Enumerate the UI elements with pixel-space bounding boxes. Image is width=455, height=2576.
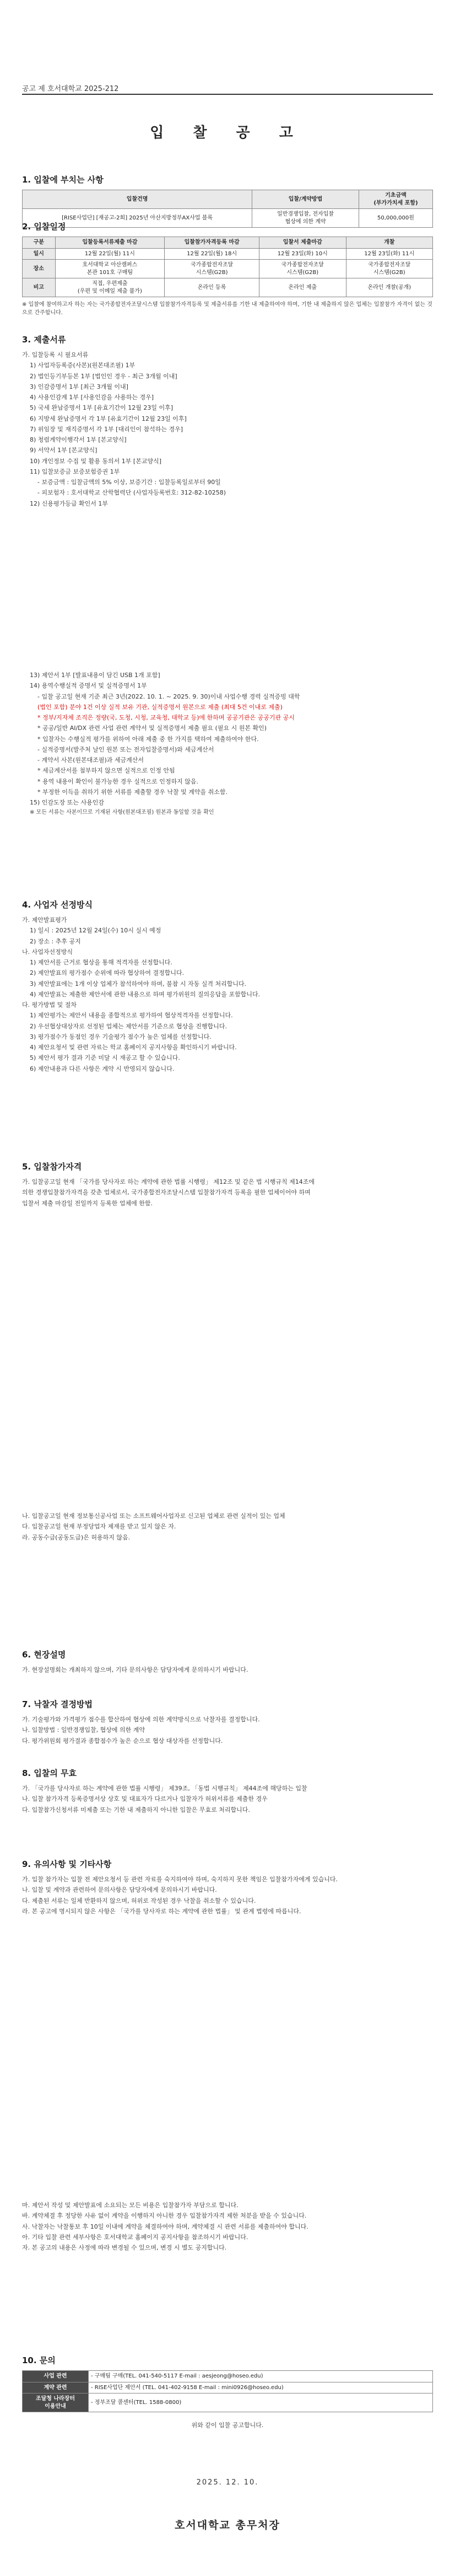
notes-list xyxy=(22,1874,433,1917)
table-cell: 12월 22일(월) 11시 xyxy=(55,248,165,260)
list-item: 4) 사용인감계 1부 [사용인감을 사용하는 경우] xyxy=(30,394,154,401)
table-cell: 일반경쟁입찰, 전자입찰 협상에 의한 계약 xyxy=(252,209,359,228)
contact-label: 계약 관련 xyxy=(23,2382,89,2393)
table-row xyxy=(23,2371,433,2382)
list-item: 1) 제안평가는 제안서 내용을 종합적으로 평가하여 협상적격자를 선정합니다. xyxy=(30,1012,233,1019)
list-item: 라. 본 공고에 명시되지 않은 사항은 「국가를 당사자로 하는 계약에 관한 법률」 및 관계 법령에 따릅니다. xyxy=(22,1907,301,1915)
list-item: 11) 입찰보증금 보증보험증권 1부 xyxy=(30,468,120,475)
contact-value: - RISE사업단 제안서 (TEL. 041-402-9158 E-mail : mini0926@hoseo.edu) xyxy=(89,2382,433,2393)
table-cell: 호서대학교 아산캠퍼스 본관 101호 구매팀 xyxy=(55,260,165,278)
list-item: 나. 입찰방법 : 일반경쟁입찰, 협상에 의한 계약 xyxy=(22,1726,145,1734)
invalid-bids-list xyxy=(22,1783,433,1815)
closing-statement: 위와 같이 입찰 공고합니다. xyxy=(191,2422,264,2429)
contact-label: 조달청 나라장터 이용안내 xyxy=(23,2393,89,2412)
table-header: 개찰 xyxy=(346,237,432,249)
section-eligibility xyxy=(22,1161,433,1209)
section-title: 2. 입찰일정 xyxy=(22,222,66,232)
list-item: 14) 용역수행실적 증명서 및 실적증명서 1부 xyxy=(30,682,147,690)
contact-value: - 정부조달 콜센터(TEL. 1588-0800) xyxy=(89,2393,433,2412)
list-item: 1) 일시 : 2025년 12월 24일(수) 10시 실시 예정 xyxy=(30,927,161,935)
table-cell: 온라인 개찰(공개) xyxy=(346,278,432,297)
contact-value: - 구매팀 구매(TEL. 041-540-5117 E-mail : aesjeong@hoseo.edu) xyxy=(89,2371,433,2382)
subsection-heading: 다. 평가방법 및 절차 xyxy=(22,1001,77,1008)
section-title: 6. 현장설명 xyxy=(22,1650,66,1660)
detail-line: * 부정한 이득을 취하기 위한 서류를 제출할 경우 낙찰 및 계약을 취소함. xyxy=(37,788,228,796)
table-cell: 12월 23일(화) 11시 xyxy=(346,248,432,260)
section-title: 7. 낙찰자 결정방법 xyxy=(22,1699,93,1709)
row-label: 장소 xyxy=(23,260,56,278)
table-cell: 국가종합전자조달 시스템(G2B) xyxy=(346,260,432,278)
award-method-list xyxy=(22,1714,433,1746)
section-bid-items xyxy=(22,174,433,228)
section-title: 4. 사업자 선정방식 xyxy=(22,900,93,910)
top-divider xyxy=(22,94,433,95)
list-sub-item: - 피보험자 : 호서대학교 산학협력단 (사업자등록번호: 312-82-10258) xyxy=(37,489,226,497)
list-item: 2) 법인등기부등본 1부 [법인인 경우 - 최근 3개월 이내] xyxy=(30,372,177,380)
list-item: 5) 제안서 평가 결과 기준 미달 시 재공고 할 수 있습니다. xyxy=(30,1054,180,1062)
list-item: 2) 우선협상대상자로 선정된 업체는 제안서를 기준으로 협상을 진행합니다. xyxy=(30,1022,228,1030)
list-item: 8) 청렴계약이행각서 1부 [본교양식] xyxy=(30,436,127,443)
list-item: 다. 입찰공고일 현재 부정당업자 제재를 받고 있지 않은 자. xyxy=(22,1523,176,1531)
list-item: 6) 제안내용과 다른 사항은 계약 시 반영되지 않습니다. xyxy=(30,1065,175,1072)
section-required-documents xyxy=(22,334,433,509)
table-cell: 국가종합전자조달 시스템(G2B) xyxy=(259,260,346,278)
notes-list-2 xyxy=(22,2200,433,2253)
table-header: 입찰/계약방법 xyxy=(252,190,359,209)
table-row xyxy=(23,260,433,278)
list-item: 2) 제안발표의 평가점수 순위에 따라 협상하여 결정합니다. xyxy=(30,969,185,977)
table-row xyxy=(23,2393,433,2412)
list-sub-item: - 보증금액 : 입찰금액의 5% 이상, 보증기간 : 입찰등록일로부터 90일 xyxy=(37,479,221,486)
section-notes xyxy=(22,1858,433,1917)
site-briefing-text: 가. 현장설명회는 개최하지 않으며, 기타 문의사항은 담당자에게 문의하시기 바랍니다. xyxy=(22,1666,248,1673)
required-documents-list xyxy=(22,350,433,509)
list-item: 나. 입찰 및 계약과 관련하여 문의사항은 담당자에게 문의하시기 바랍니다. xyxy=(22,1886,217,1894)
section-selection-method xyxy=(22,899,433,1074)
list-note: ※ 모든 서류는 사본이므로 기재된 사항(원본대조필) 원본과 동일할 것을 확인 xyxy=(30,809,214,816)
table-cell: 50,000,000원 xyxy=(359,209,432,228)
section-title: 1. 입찰에 부치는 사항 xyxy=(22,175,104,185)
row-label: 일시 xyxy=(23,248,56,260)
eligibility-list-2 xyxy=(22,1511,433,1543)
list-item: 가. 입찰공고일 현재 「국가를 당사자로 하는 계약에 관한 법률 시행령」 제12조 및 같은 법 시행규칙 제14조에 xyxy=(22,1178,315,1185)
detail-line: * 용역 내용이 확인이 불가능한 경우 실적으로 인정하지 않음. xyxy=(37,777,198,785)
section-title: 9. 유의사항 및 기타사항 xyxy=(22,1859,112,1869)
list-item: 3) 인감증명서 1부 [최근 3개월 이내] xyxy=(30,383,128,390)
list-item: 가. 「국가를 당사자로 하는 계약에 관한 법률 시행령」 제39조, 「동법 시행규칙」 제44조에 해당하는 입찰 xyxy=(22,1785,307,1792)
list-item: 입찰서 제출 마감일 전일까지 등록한 업체에 한함. xyxy=(22,1199,153,1207)
section-site-briefing xyxy=(22,1649,433,1675)
table-cell: 온라인 등록 xyxy=(165,278,259,297)
detail-line: - 계약서 사본(원본대조필)과 세금계산서 xyxy=(37,756,144,764)
table-row xyxy=(23,278,433,297)
list-item: 2) 장소 : 추후 공지 xyxy=(30,937,81,945)
list-item: 가. 기술평가와 가격평가 점수를 합산하여 협상에 의한 계약방식으로 낙찰자를 결정합니다. xyxy=(22,1716,260,1723)
table-cell: 12월 23일(화) 10시 xyxy=(259,248,346,260)
list-item: 바. 계약체결 후 정당한 사유 없이 계약을 이행하지 아니한 경우 입찰참가자격 제한 처분을 받을 수 있습니다. xyxy=(22,2212,307,2220)
section-award-method xyxy=(22,1698,433,1746)
list-item: 나. 입찰공고일 현재 정보통신공사업 또는 소프트웨어사업자로 신고된 업체로 관련 실적이 있는 업체 xyxy=(22,1512,285,1520)
detail-line: * 입찰자는 수행실적 평가를 위하여 아래 제출 중 한 가지를 택하여 제출하여야 한다. xyxy=(37,735,259,743)
detail-line: (법인 포함) 분야 1건 이상 실적 보유 기관, 실적증명서 원본으로 제출 (최대 5건 이내로 제출) xyxy=(37,703,283,711)
list-item: 다. 입찰참가신청서류 미제출 또는 기한 내 제출하지 아니한 입찰은 무효로 처리합니다. xyxy=(22,1806,250,1813)
list-item: 1) 사업자등록증(사본)(원본대조필) 1부 xyxy=(30,362,136,369)
subsection-heading: 가. 제안발표평가 xyxy=(22,916,67,924)
subsection-heading: 가. 입찰등록 시 필요서류 xyxy=(22,351,89,358)
table-cell: 12월 22일(월) 18시 xyxy=(165,248,259,260)
section-eligibility-continued xyxy=(22,1511,433,1543)
section-title: 8. 입찰의 무효 xyxy=(22,1768,77,1778)
section-invalid-bids xyxy=(22,1767,433,1815)
list-item: 12) 신용평가등급 확인서 1부 xyxy=(30,500,109,507)
contacts-table xyxy=(22,2370,433,2412)
detail-line: * 공공/일반 AI/DX 관련 사업 관련 계약서 및 실적증명서 제출 필요 (필요 시 원본 확인) xyxy=(37,724,267,732)
list-item: 4) 제안발표는 제출한 제안서에 관한 내용으로 하며 평가위원의 질의응답을 포함합니다. xyxy=(30,990,261,998)
list-item: 자. 본 공고의 내용은 사정에 따라 변경될 수 있으며, 변경 시 별도 공지합니다. xyxy=(22,2244,227,2251)
table-header: 구분 xyxy=(23,237,56,249)
list-item: 13) 제안서 1부 [발표내용이 담긴 USB 1개 포함] xyxy=(30,672,160,679)
list-item: 3) 평가점수가 동점인 경우 기술평가 점수가 높은 업체를 선정합니다. xyxy=(30,1033,212,1040)
selection-method-list xyxy=(22,915,433,1074)
list-item: 다. 제출된 서류는 일체 반환하지 않으며, 허위로 작성된 경우 낙찰을 취소할 수 있습니다. xyxy=(22,1897,256,1904)
detail-line: - 입찰 공고일 현재 기준 최근 3년(2022. 10. 1. ~ 2025. 9. 30)이내 사업수행 경력 실적증빙 대학 xyxy=(37,693,300,700)
list-item: 나. 입찰 참가자격 등록증명서상 상호 및 대표자가 다르거나 입찰자가 허위서류를 제출한 경우 xyxy=(22,1795,268,1803)
list-item: 의한 경쟁입찰참가자격을 갖춘 업체로서, 국가종합전자조달시스템 입찰참가자격 등록을 필한 업체이어야 하며 xyxy=(22,1189,311,1196)
list-item: 1) 제안서를 근거로 협상을 통해 적격자를 선정합니다. xyxy=(30,959,172,966)
list-item: 다. 평가위원회 평가결과 종합점수가 높은 순으로 협상 대상자를 선정합니다. xyxy=(22,1737,223,1745)
list-item: 5) 국세 완납증명서 1부 [유효기간이 12월 23일 이후] xyxy=(30,404,173,412)
section-bid-schedule xyxy=(22,221,433,317)
section-title: 5. 입찰참가자격 xyxy=(22,1162,82,1172)
list-item: 아. 기타 입찰 관련 세부사항은 호서대학교 홈페이지 공지사항을 참조하시기 바랍니다. xyxy=(22,2233,248,2241)
list-item: 가. 입찰 참가자는 입찰 전 제안요청서 등 관련 자료를 숙지하여야 하며, 숙지하지 못한 책임은 입찰참가자에게 있습니다. xyxy=(22,1876,338,1883)
schedule-table xyxy=(22,237,433,297)
list-item: 15) 인감도장 또는 사용인감 xyxy=(30,799,105,806)
table-header: 입찰건명 xyxy=(23,190,252,209)
section-contacts xyxy=(22,2354,433,2430)
list-item: 6) 지방세 완납증명서 각 1부 [유효기간이 12월 23일 이후] xyxy=(30,415,187,422)
list-item: 9) 서약서 1부 [본교양식] xyxy=(30,447,98,454)
schedule-warning-note: ※ 입찰에 참여하고자 하는 자는 국가종합전자조달시스템 입찰참가자격등록 및 제출서류를 기한 내 제출하여야 하며, 기한 내 제출하지 않은 업체는 입찰참가 자격이 없는 것으로 간주합니다. xyxy=(22,302,432,316)
list-item: 7) 위임장 및 재직증명서 각 1부 [대리인이 참석하는 경우] xyxy=(30,425,183,433)
section-title: 10. 문의 xyxy=(22,2355,56,2365)
list-item: 마. 제안서 작성 및 제안발표에 소요되는 모든 비용은 입찰참가자 부담으로 합니다. xyxy=(22,2202,239,2209)
table-header: 입찰서 제출마감 xyxy=(259,237,346,249)
table-header: 기초금액 (부가가치세 포함) xyxy=(359,190,432,209)
contact-label: 사업 관련 xyxy=(23,2371,89,2382)
list-item: 3) 제안발표에는 1개 이상 업체가 참석하여야 하며, 불참 시 자동 실격 처리합니다. xyxy=(30,980,247,988)
table-header: 입찰등록서류제출 마감 xyxy=(55,237,165,249)
table-cell: 국가종합전자조달 시스템(G2B) xyxy=(165,260,259,278)
section-title: 3. 제출서류 xyxy=(22,335,66,345)
table-header: 입찰참가자격등록 마감 xyxy=(165,237,259,249)
page-title: 입 찰 공 고 xyxy=(150,125,305,141)
required-documents-list-2 xyxy=(22,670,433,818)
announcement-date: 2025. 12. 10. xyxy=(196,2478,259,2487)
section-required-documents-continued xyxy=(22,670,433,818)
notice-number: 공고 제 호서대학교 2025-212 xyxy=(22,85,119,93)
eligibility-list xyxy=(22,1177,433,1209)
table-cell: 온라인 제출 xyxy=(259,278,346,297)
detail-line: * 정부/지자체 조직은 정량(국, 도청, 시청, 교육청, 대학교 등)에 한하며 공공기관은 공공기관 공시 xyxy=(37,714,295,721)
table-cell: [RISE사업단] [재공고-2회] 2025년 아산지방정부AX사업 블록 xyxy=(23,209,252,228)
list-item: 사. 낙찰자는 낙찰통보 후 10일 이내에 계약을 체결하여야 하며, 계약체결 시 관련 서류를 제출하여야 합니다. xyxy=(22,2223,308,2230)
subsection-heading: 나. 사업자선정방식 xyxy=(22,948,73,956)
detail-line: - 실적증명서(발주처 날인 원본 또는 전자입찰증명서)와 세금계산서 xyxy=(37,745,214,753)
detail-line: * 세금계산서를 첨부하지 않으면 실적으로 인정 안됨 xyxy=(37,767,175,775)
section-notes-continued xyxy=(22,2200,433,2253)
row-label: 비고 xyxy=(23,278,56,297)
table-row xyxy=(23,2382,433,2393)
list-item: 라. 공동수급(공동도급)은 허용하지 않음. xyxy=(22,1533,131,1541)
table-cell: 직접, 우편제출 (우편 및 이메일 제출 불가) xyxy=(55,278,165,297)
list-item: 10) 개인정보 수집 및 활용 동의서 1부 [본교양식] xyxy=(30,457,161,465)
list-item: 4) 제안요청서 및 관련 자료는 학교 홈페이지 공지사항을 확인하시기 바랍니다. xyxy=(30,1044,237,1051)
issuer-signature: 호서대학교 총무처장 xyxy=(175,2519,280,2531)
table-row xyxy=(23,248,433,260)
